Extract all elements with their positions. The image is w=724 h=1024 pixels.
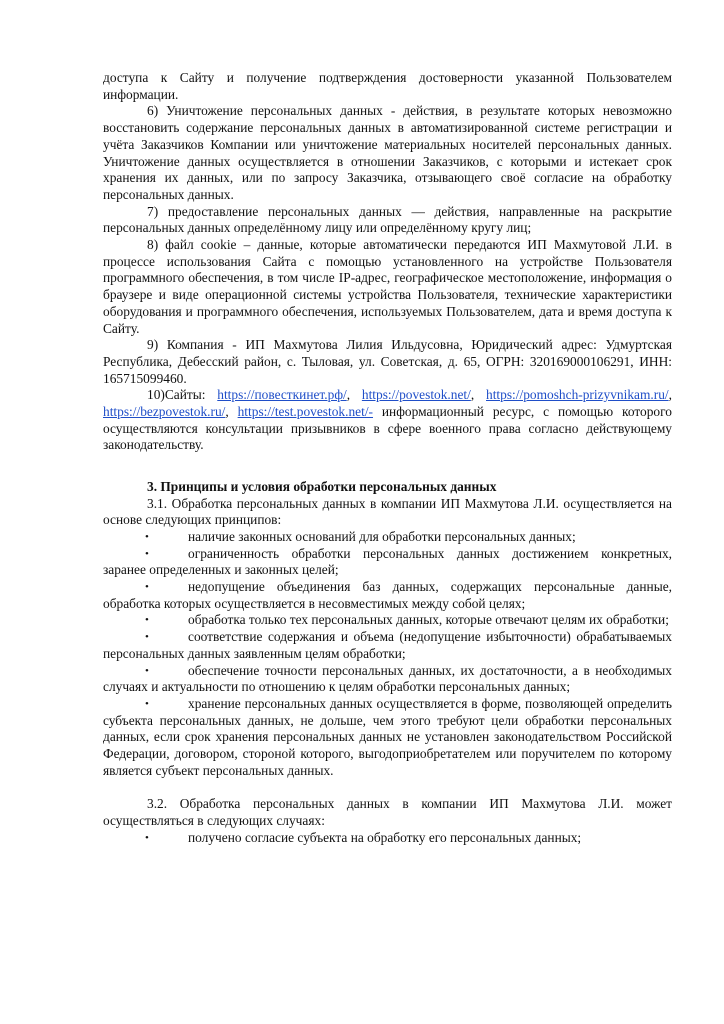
list-item (103, 696, 672, 780)
paragraph-8: 8) файл cookie – данные, которые автоматически передаются ИП Махмутовой Л.И. в процессе использования Сайта с помощью установленного на устройстве Пользователя программного обеспечения, в том числе IP-адрес, географическое местоположение, информация о браузере и виде операционной системы устройства Пользователя, технические характеристики оборудования и программного обеспечения, используемых Пользователем, дата и время доступа к Сайту. (103, 237, 672, 336)
principles-list (103, 529, 672, 780)
list-item (103, 629, 672, 662)
paragraph-9: 9) Компания - ИП Махмутова Лилия Ильдусовна, Юридический адрес: Удмуртская Республика, Дебесский район, с. Тыловая, ул. Советская, д. 65, ОГРН: 320169000106291, ИНН: 165715099460. (103, 337, 672, 386)
document-page (103, 70, 672, 846)
list-item-text: ограниченность обработки персональных данных достижением конкретных, заранее определенных и законных целей; (103, 545, 672, 578)
sites-separator: , (470, 387, 487, 403)
list-item (103, 579, 672, 612)
site-link-2[interactable]: https://povestok.net/ (361, 387, 471, 403)
sites-prefix: 10)Сайты: (147, 387, 218, 403)
paragraph-6: 6) Уничтожение персональных данных - действия, в результате которых невозможно восстановить содержание персональных данных в автоматизированной системе регистрации и учёта Заказчиков Компании или уничтожение материальных носителей персональных данных. Уничтожение данных осуществляется в отношении Заказчиков, с которыми и истекает срок хранения их данных, или по запросу Заказчика, отзывающего своё согласие на обработку персональных данных. (103, 103, 672, 202)
list-item-text: хранение персональных данных осуществляется в форме, позволяющей определить субъекта персональных данных, не дольше, чем этого требуют цели обработки персональных данных, если срок хранения персональных данных не установлен законодательством Российской Федерации, договором, стороной которого, выгодоприобретателем или поручителем по которому является субъект персональных данных. (103, 696, 672, 778)
list-item-text: обработка только тех персональных данных, которые отвечают целям их обработки; (188, 612, 669, 628)
spacer (103, 780, 672, 797)
bullet-icon: • (145, 614, 149, 627)
bullet-icon: • (145, 698, 149, 710)
site-link-1[interactable]: https://повесткинет.рф/ (217, 387, 347, 403)
list-item (103, 529, 672, 546)
list-item (103, 663, 672, 696)
spacer (103, 454, 672, 471)
sites-separator: , (346, 387, 362, 403)
site-link-4[interactable]: https://bezpovestok.ru/ (103, 404, 226, 420)
list-item-text: получено согласие субъекта на обработку его персональных данных; (188, 829, 582, 845)
bullet-icon: • (145, 631, 149, 644)
paragraph-access: доступа к Сайту и получение подтверждения достоверности указанной Пользователем информации. (103, 70, 672, 102)
cases-list (103, 830, 672, 847)
paragraph-10 (103, 387, 672, 454)
bullet-icon: • (145, 547, 149, 560)
paragraph-7: 7) предоставление персональных данных — действия, направленные на раскрытие персональных данных определённому лицу или определённому кругу лиц; (103, 203, 672, 236)
bullet-icon: • (145, 664, 149, 677)
sites-separator: , (225, 404, 238, 420)
paragraph-3-1: 3.1. Обработка персональных данных в компании ИП Махмутова Л.И. осуществляется на основе следующих принципов: (103, 495, 672, 528)
bullet-icon: • (145, 581, 149, 594)
bullet-icon: • (145, 530, 149, 543)
site-link-5[interactable]: https://test.povestok.net/- (237, 404, 373, 420)
list-item-text: обеспечение точности персональных данных, их достаточности, а в необходимых случаях и актуальности по отношению к целям обработки персональных данных; (103, 662, 672, 695)
list-item (103, 830, 672, 847)
site-link-3[interactable]: https://pomoshch-prizyvnikam.ru/ (486, 387, 669, 403)
list-item (103, 546, 672, 579)
section-3-title: 3. Принципы и условия обработки персональных данных (147, 478, 497, 494)
list-item-text: соответствие содержания и объема (недопущение избыточности) обрабатываемых персональных данных заявленным целям обработки; (103, 629, 672, 661)
sites-suffix: информационный ресурс, с помощью которого осуществляются консультации призывников в сфере военного права согласно действующему законодательству. (103, 404, 672, 453)
list-item (103, 612, 672, 629)
list-item-text: недопущение объединения баз данных, содержащих персональные данные, обработка которых осуществляется в несовместимых между собой целях; (103, 579, 672, 611)
bullet-icon: • (145, 831, 149, 844)
list-item-text: наличие законных оснований для обработки персональных данных; (188, 528, 576, 544)
sites-separator: , (668, 387, 672, 403)
spacer (103, 471, 672, 479)
paragraph-3-2: 3.2. Обработка персональных данных в компании ИП Махмутова Л.И. может осуществляться в следующих случаях: (103, 796, 672, 828)
